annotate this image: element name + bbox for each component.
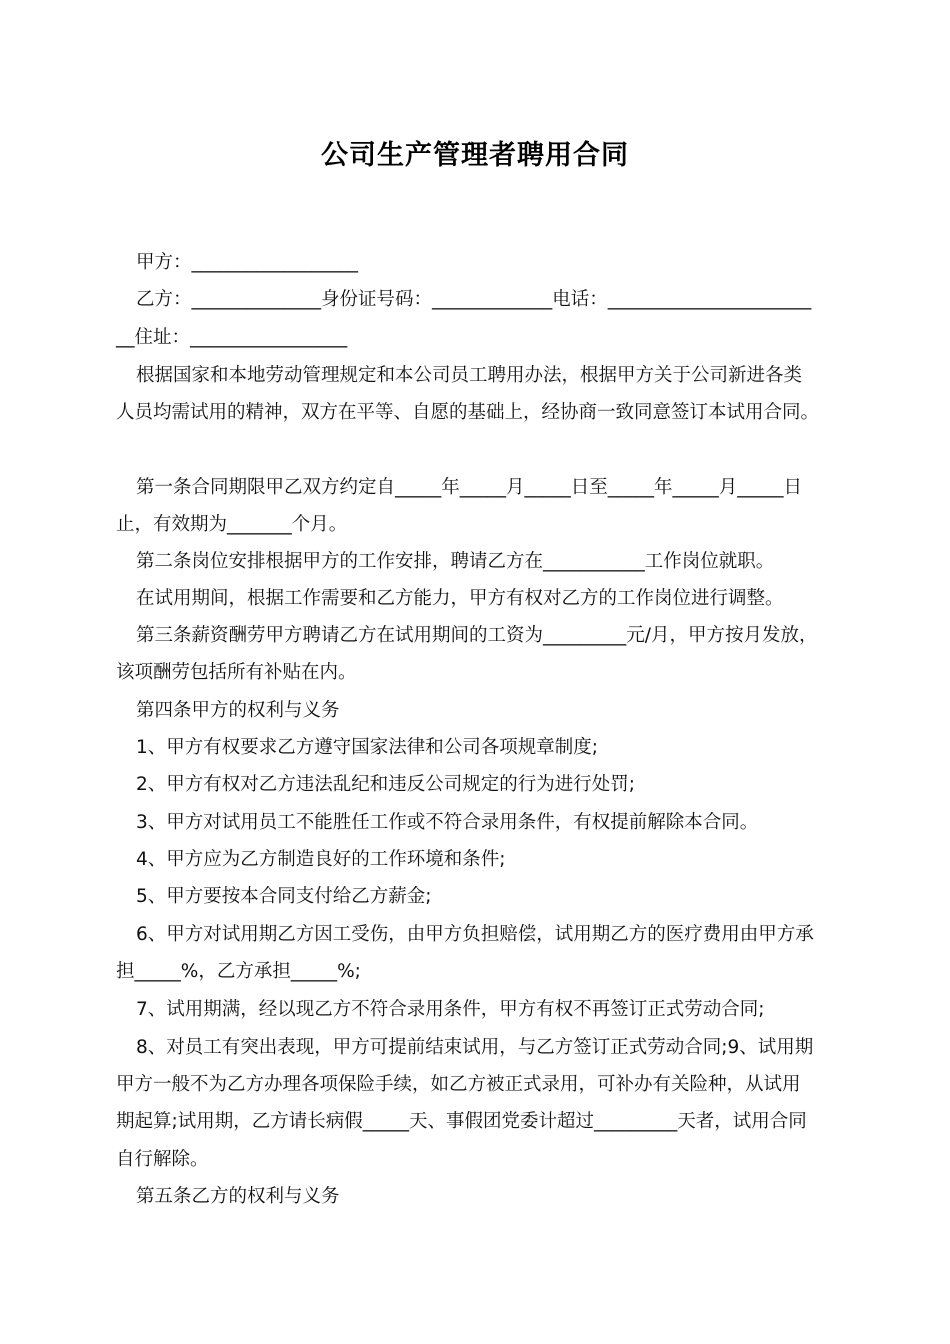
article-4-item-7: 7、试用期满，经以现乙方不符合录用条件，甲方有权不再签订正式劳动合同; <box>136 999 765 1020</box>
article-4-item-1: 1、甲方有权要求乙方遵守国家法律和公司各项规章制度; <box>136 737 599 758</box>
article-4-item-8-line-3: 期起算;试用期，乙方请长病假_____天、事假团党委计超过_________天者，试用合同 <box>116 1111 807 1132</box>
article-4-item-8-line-2: 甲方一般不为乙方办理各项保险手续，如乙方被正式录用，可补办有关险种，从试用 <box>116 1074 801 1095</box>
article-4-item-2: 2、甲方有权对乙方违法乱纪和违反公司规定的行为进行处罚; <box>136 774 636 795</box>
article-2-line: 第二条岗位安排根据甲方的工作安排，聘请乙方在___________工作岗位就职。 <box>136 551 775 572</box>
address-line: __住址：_________________ <box>116 327 348 348</box>
article-4-item-6-line-2: 担_____%，乙方承担_____%; <box>116 961 361 982</box>
article-4-item-8-line-1: 8、对员工有突出表现，甲方可提前结束试用，与乙方签订正式劳动合同;9、试用期 <box>136 1037 814 1058</box>
article-4-item-3: 3、甲方对试用员工不能胜任工作或不符合录用条件，有权提前解除本合同。 <box>136 812 759 833</box>
document-title: 公司生产管理者聘用合同 <box>321 140 629 171</box>
article-4-item-6-line-1: 6、甲方对试用期乙方因工受伤，由甲方负担赔偿，试用期乙方的医疗费用由甲方承 <box>136 924 814 945</box>
article-4-item-8-line-4: 自行解除。 <box>116 1149 209 1170</box>
article-3-line-2: 该项酬劳包括所有补贴在内。 <box>116 662 357 683</box>
article-2-note: 在试用期间，根据工作需要和乙方能力，甲方有权对乙方的工作岗位进行调整。 <box>136 588 784 609</box>
article-4-item-5: 5、甲方要按本合同支付给乙方薪金; <box>136 886 432 907</box>
article-4-heading: 第四条甲方的权利与义务 <box>136 700 340 721</box>
article-3-line-1: 第三条薪资酬劳甲方聘请乙方在试用期间的工资为_________元/月，甲方按月发放， <box>136 625 818 646</box>
party-a-line: 甲方：__________________ <box>136 252 359 273</box>
article-1-line-2: 止，有效期为_______个月。 <box>116 514 348 535</box>
preamble-line-1: 根据国家和本地劳动管理规定和本公司员工聘用办法，根据甲方关于公司新进各类 <box>136 365 803 386</box>
article-5-heading: 第五条乙方的权利与义务 <box>136 1186 340 1207</box>
party-b-line: 乙方：______________身份证号码：_____________电话：______________________ <box>136 289 812 310</box>
article-1-line-1: 第一条合同期限甲乙双方约定自_____年_____月_____日至_____年_____月_____日 <box>136 477 803 498</box>
preamble-line-2: 人员均需试用的精神，双方在平等、自愿的基础上，经协商一致同意签订本试用合同。 <box>116 402 820 423</box>
article-4-item-4: 4、甲方应为乙方制造良好的工作环境和条件; <box>136 849 506 870</box>
